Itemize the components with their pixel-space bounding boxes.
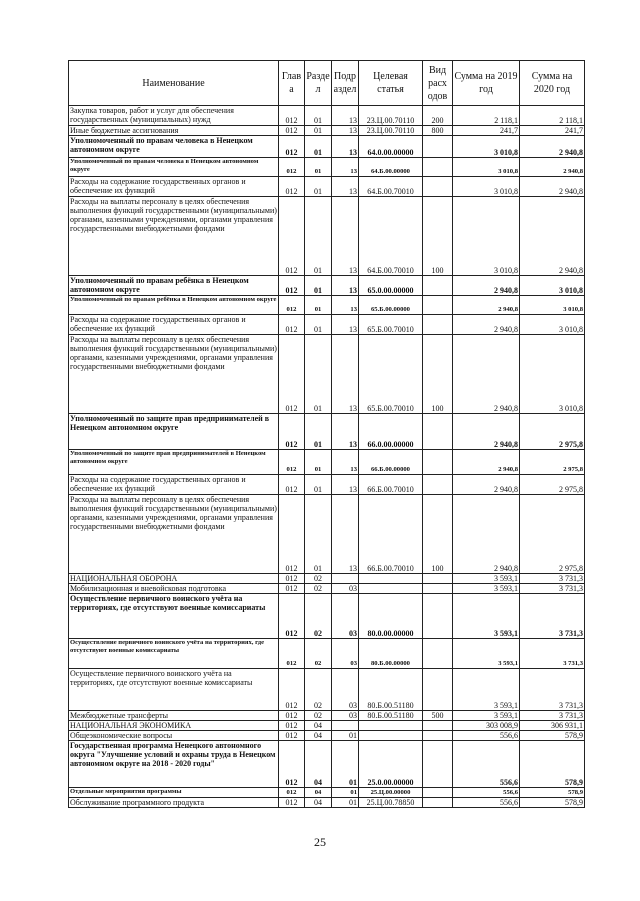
cell-vid — [423, 315, 453, 335]
cell-sum-2019: 2 940,8 — [453, 450, 520, 475]
cell-vid — [423, 584, 453, 594]
cell-glava: 012 — [279, 721, 305, 731]
cell-sum-2020: 3 731,3 — [520, 584, 585, 594]
cell-sum-2019: 3 593,1 — [453, 639, 520, 669]
cell-sum-2020: 2 940,8 — [520, 136, 585, 158]
cell-vid — [423, 574, 453, 584]
cell-article: 80.Б.00.00000 — [359, 639, 423, 669]
cell-podrazdel: 13 — [332, 136, 359, 158]
cell-article: 64.Б.00.70010 — [359, 177, 423, 197]
cell-glava: 012 — [279, 711, 305, 721]
cell-glava: 012 — [279, 574, 305, 584]
cell-article: 64.0.00.00000 — [359, 136, 423, 158]
cell-vid: 100 — [423, 495, 453, 574]
cell-podrazdel: 01 — [332, 741, 359, 788]
table-row — [69, 177, 585, 197]
cell-podrazdel: 13 — [332, 276, 359, 296]
cell-sum-2020: 3 010,8 — [520, 296, 585, 315]
table-row — [69, 126, 585, 136]
cell-glava: 012 — [279, 126, 305, 136]
cell-vid: 800 — [423, 126, 453, 136]
cell-sum-2020: 306 931,1 — [520, 721, 585, 731]
cell-glava: 012 — [279, 594, 305, 639]
cell-sum-2019: 3 593,1 — [453, 584, 520, 594]
cell-name: Иные бюджетные ассигнования — [69, 126, 279, 136]
cell-razdel: 01 — [305, 158, 332, 177]
cell-vid — [423, 475, 453, 495]
table-body — [69, 106, 585, 808]
cell-glava: 012 — [279, 584, 305, 594]
cell-sum-2019: 3 010,8 — [453, 136, 520, 158]
cell-sum-2019: 556,6 — [453, 788, 520, 798]
cell-name: Расходы на выплаты персоналу в целях обеспечения выполнения функций государственными (муниципальными) органами, казенными учреждениями, органами управления государственными внебюджетными фондами — [69, 197, 279, 276]
cell-glava: 012 — [279, 197, 305, 276]
cell-razdel: 04 — [305, 741, 332, 788]
cell-podrazdel: 13 — [332, 197, 359, 276]
table-row — [69, 315, 585, 335]
table-row — [69, 495, 585, 574]
table-row — [69, 158, 585, 177]
table-row — [69, 197, 585, 276]
table-row — [69, 276, 585, 296]
cell-article: 66.Б.00.70010 — [359, 495, 423, 574]
cell-vid — [423, 798, 453, 808]
cell-sum-2020: 2 975,8 — [520, 495, 585, 574]
cell-name: Уполномоченный по правам ребёнка в Ненецком автономном округе — [69, 296, 279, 315]
cell-glava: 012 — [279, 335, 305, 414]
cell-podrazdel: 13 — [332, 158, 359, 177]
cell-article: 80.Б.00.51180 — [359, 711, 423, 721]
cell-sum-2020: 3 010,8 — [520, 276, 585, 296]
cell-name: Отдельные мероприятия программы — [69, 788, 279, 798]
cell-razdel: 01 — [305, 177, 332, 197]
cell-sum-2019: 3 010,8 — [453, 197, 520, 276]
cell-name: Расходы на выплаты персоналу в целях обеспечения выполнения функций государственными (муниципальными) органами, казенными учреждениями, органами управления государственными внебюджетными фондами — [69, 495, 279, 574]
cell-sum-2019: 241,7 — [453, 126, 520, 136]
cell-glava: 012 — [279, 475, 305, 495]
cell-sum-2020: 578,9 — [520, 741, 585, 788]
cell-razdel: 01 — [305, 335, 332, 414]
cell-name: Осуществление первичного воинского учёта на территориях, где отсутствуют военные комиссариаты — [69, 594, 279, 639]
cell-vid — [423, 276, 453, 296]
cell-razdel: 02 — [305, 639, 332, 669]
cell-sum-2019: 3 593,1 — [453, 574, 520, 584]
cell-razdel: 01 — [305, 450, 332, 475]
table-row — [69, 296, 585, 315]
cell-glava: 012 — [279, 315, 305, 335]
cell-vid: 100 — [423, 335, 453, 414]
table-header-row — [69, 61, 585, 106]
cell-glava: 012 — [279, 136, 305, 158]
cell-razdel: 04 — [305, 731, 332, 741]
cell-article: 80.Б.00.51180 — [359, 669, 423, 711]
cell-razdel: 01 — [305, 126, 332, 136]
cell-sum-2019: 556,6 — [453, 741, 520, 788]
cell-sum-2019: 2 940,8 — [453, 335, 520, 414]
cell-razdel: 01 — [305, 296, 332, 315]
cell-article: 64.Б.00.00000 — [359, 158, 423, 177]
header-razdel: Разде л — [305, 61, 332, 106]
table-row — [69, 669, 585, 711]
cell-razdel: 01 — [305, 276, 332, 296]
cell-podrazdel: 03 — [332, 594, 359, 639]
cell-article — [359, 731, 423, 741]
header-podrazdel: Подр аздел — [332, 61, 359, 106]
header-article: Целевая статья — [359, 61, 423, 106]
cell-sum-2020: 3 731,3 — [520, 639, 585, 669]
cell-sum-2020: 3 731,3 — [520, 594, 585, 639]
cell-glava: 012 — [279, 158, 305, 177]
cell-name: Расходы на выплаты персоналу в целях обеспечения выполнения функций государственными (муниципальными) органами, казенными учреждениями, органами управления государственными внебюджетными фондами — [69, 335, 279, 414]
cell-vid — [423, 296, 453, 315]
cell-podrazdel: 13 — [332, 126, 359, 136]
cell-podrazdel — [332, 574, 359, 584]
cell-vid — [423, 136, 453, 158]
cell-vid: 100 — [423, 197, 453, 276]
table-row — [69, 414, 585, 450]
cell-vid — [423, 177, 453, 197]
cell-article: 65.Б.00.00000 — [359, 296, 423, 315]
cell-sum-2019: 2 940,8 — [453, 296, 520, 315]
cell-razdel: 04 — [305, 798, 332, 808]
cell-name: Расходы на содержание государственных органов и обеспечение их функций — [69, 475, 279, 495]
cell-podrazdel: 13 — [332, 296, 359, 315]
cell-name: Уполномоченный по защите прав предпринимателей в Ненецком автономном округе — [69, 414, 279, 450]
cell-sum-2019: 2 118,1 — [453, 106, 520, 126]
cell-vid — [423, 594, 453, 639]
cell-name: НАЦИОНАЛЬНАЯ ОБОРОНА — [69, 574, 279, 584]
cell-sum-2019: 3 010,8 — [453, 158, 520, 177]
header-name: Наименование — [69, 61, 279, 106]
cell-razdel: 01 — [305, 136, 332, 158]
cell-name: Расходы на содержание государственных органов и обеспечение их функций — [69, 177, 279, 197]
cell-name: Обслуживание программного продукта — [69, 798, 279, 808]
cell-podrazdel: 03 — [332, 711, 359, 721]
cell-razdel: 01 — [305, 475, 332, 495]
cell-sum-2020: 578,9 — [520, 731, 585, 741]
cell-razdel: 01 — [305, 495, 332, 574]
cell-podrazdel: 01 — [332, 798, 359, 808]
cell-glava: 012 — [279, 495, 305, 574]
cell-name: Осуществление первичного воинского учёта на территориях, где отсутствуют военные комиссариаты — [69, 639, 279, 669]
cell-razdel: 04 — [305, 788, 332, 798]
table-row — [69, 106, 585, 126]
cell-sum-2020: 3 731,3 — [520, 711, 585, 721]
cell-name: Межбюджетные трансферты — [69, 711, 279, 721]
cell-name: Расходы на содержание государственных органов и обеспечение их функций — [69, 315, 279, 335]
cell-podrazdel: 13 — [332, 414, 359, 450]
cell-podrazdel: 13 — [332, 315, 359, 335]
cell-razdel: 02 — [305, 594, 332, 639]
cell-podrazdel: 13 — [332, 335, 359, 414]
table-row — [69, 475, 585, 495]
cell-sum-2019: 3 593,1 — [453, 711, 520, 721]
header-glava: Глав а — [279, 61, 305, 106]
table-row — [69, 450, 585, 475]
cell-sum-2020: 3 010,8 — [520, 335, 585, 414]
cell-glava: 012 — [279, 741, 305, 788]
cell-sum-2019: 3 593,1 — [453, 669, 520, 711]
cell-article: 25.Ц.00.00000 — [359, 788, 423, 798]
cell-glava: 012 — [279, 177, 305, 197]
cell-sum-2019: 303 008,9 — [453, 721, 520, 731]
table-row — [69, 335, 585, 414]
cell-article: 23.Ц.00.70110 — [359, 106, 423, 126]
cell-sum-2020: 578,9 — [520, 788, 585, 798]
cell-vid — [423, 414, 453, 450]
cell-sum-2019: 2 940,8 — [453, 475, 520, 495]
cell-podrazdel: 01 — [332, 788, 359, 798]
cell-razdel: 01 — [305, 414, 332, 450]
cell-name: Осуществление первичного воинского учёта на территориях, где отсутствуют военные комиссариаты — [69, 669, 279, 711]
cell-vid — [423, 788, 453, 798]
cell-sum-2019: 2 940,8 — [453, 495, 520, 574]
cell-name: Общеэкономические вопросы — [69, 731, 279, 741]
cell-podrazdel: 13 — [332, 475, 359, 495]
table-row — [69, 574, 585, 584]
cell-article: 65.Б.00.70010 — [359, 335, 423, 414]
table-row — [69, 711, 585, 721]
cell-glava: 012 — [279, 798, 305, 808]
cell-sum-2020: 3 010,8 — [520, 315, 585, 335]
table-row — [69, 788, 585, 798]
cell-razdel: 02 — [305, 669, 332, 711]
table-row — [69, 639, 585, 669]
cell-glava: 012 — [279, 414, 305, 450]
cell-name: НАЦИОНАЛЬНАЯ ЭКОНОМИКА — [69, 721, 279, 731]
cell-razdel: 01 — [305, 197, 332, 276]
cell-glava: 012 — [279, 731, 305, 741]
cell-vid: 500 — [423, 711, 453, 721]
cell-razdel: 04 — [305, 721, 332, 731]
cell-glava: 012 — [279, 450, 305, 475]
cell-name: Государственная программа Ненецкого автономного округа "Улучшение условий и охраны труда в Ненецком автономном округе на 2018 - 2020 годы" — [69, 741, 279, 788]
header-vid: Вид расх одов — [423, 61, 453, 106]
cell-sum-2020: 578,9 — [520, 798, 585, 808]
cell-sum-2019: 2 940,8 — [453, 414, 520, 450]
cell-sum-2019: 2 940,8 — [453, 276, 520, 296]
table-row — [69, 798, 585, 808]
cell-vid — [423, 731, 453, 741]
cell-sum-2020: 2 975,8 — [520, 414, 585, 450]
cell-podrazdel: 03 — [332, 639, 359, 669]
cell-glava: 012 — [279, 106, 305, 126]
table-row — [69, 721, 585, 731]
cell-razdel: 01 — [305, 106, 332, 126]
cell-glava: 012 — [279, 276, 305, 296]
cell-article — [359, 574, 423, 584]
cell-sum-2020: 2 940,8 — [520, 177, 585, 197]
cell-name: Мобилизационная и вневойсковая подготовка — [69, 584, 279, 594]
header-sum-2019: Сумма на 2019 год — [453, 61, 520, 106]
cell-article: 65.0.00.00000 — [359, 276, 423, 296]
header-sum-2020: Сумма на 2020 год — [520, 61, 585, 106]
cell-glava: 012 — [279, 296, 305, 315]
cell-sum-2020: 2 975,8 — [520, 450, 585, 475]
cell-name: Уполномоченный по правам человека в Ненецком автономном округе — [69, 136, 279, 158]
cell-razdel: 02 — [305, 584, 332, 594]
page-number: 25 — [314, 835, 326, 849]
cell-sum-2020: 3 731,3 — [520, 669, 585, 711]
cell-article: 66.0.00.00000 — [359, 414, 423, 450]
table-row — [69, 594, 585, 639]
cell-vid — [423, 158, 453, 177]
cell-sum-2020: 2 940,8 — [520, 158, 585, 177]
cell-vid — [423, 450, 453, 475]
cell-razdel: 02 — [305, 574, 332, 584]
cell-sum-2019: 556,6 — [453, 731, 520, 741]
cell-sum-2019: 3 593,1 — [453, 594, 520, 639]
cell-article: 23.Ц.00.70110 — [359, 126, 423, 136]
cell-article: 64.Б.00.70010 — [359, 197, 423, 276]
cell-sum-2020: 2 118,1 — [520, 106, 585, 126]
cell-article — [359, 721, 423, 731]
cell-vid — [423, 669, 453, 711]
cell-article: 66.Б.00.00000 — [359, 450, 423, 475]
cell-podrazdel — [332, 721, 359, 731]
cell-article: 65.Б.00.70010 — [359, 315, 423, 335]
cell-podrazdel: 13 — [332, 177, 359, 197]
cell-article: 25.Ц.00.78850 — [359, 798, 423, 808]
cell-name: Уполномоченный по правам ребёнка в Ненецком автономном округе — [69, 276, 279, 296]
cell-sum-2020: 3 731,3 — [520, 574, 585, 584]
cell-name: Закупка товаров, работ и услуг для обеспечения государственных (муниципальных) нужд — [69, 106, 279, 126]
cell-glava: 012 — [279, 669, 305, 711]
cell-sum-2019: 3 010,8 — [453, 177, 520, 197]
cell-article: 80.0.00.00000 — [359, 594, 423, 639]
cell-article: 66.Б.00.70010 — [359, 475, 423, 495]
cell-podrazdel: 03 — [332, 584, 359, 594]
cell-vid — [423, 639, 453, 669]
cell-article — [359, 584, 423, 594]
cell-article: 25.0.00.00000 — [359, 741, 423, 788]
cell-glava: 012 — [279, 788, 305, 798]
cell-podrazdel: 13 — [332, 106, 359, 126]
budget-table — [68, 60, 585, 808]
cell-vid — [423, 741, 453, 788]
cell-razdel: 02 — [305, 711, 332, 721]
table-row — [69, 731, 585, 741]
cell-podrazdel: 01 — [332, 731, 359, 741]
cell-vid — [423, 721, 453, 731]
table-row — [69, 741, 585, 788]
cell-podrazdel: 13 — [332, 495, 359, 574]
cell-name: Уполномоченный по правам человека в Ненецком автономном округе — [69, 158, 279, 177]
cell-name: Уполномоченный по защите прав предпринимателей в Ненецком автономном округе — [69, 450, 279, 475]
cell-sum-2020: 2 975,8 — [520, 475, 585, 495]
cell-vid: 200 — [423, 106, 453, 126]
cell-sum-2020: 2 940,8 — [520, 197, 585, 276]
table-row — [69, 136, 585, 158]
table-row — [69, 584, 585, 594]
cell-sum-2019: 2 940,8 — [453, 315, 520, 335]
cell-glava: 012 — [279, 639, 305, 669]
cell-sum-2020: 241,7 — [520, 126, 585, 136]
cell-podrazdel: 03 — [332, 669, 359, 711]
cell-razdel: 01 — [305, 315, 332, 335]
cell-sum-2019: 556,6 — [453, 798, 520, 808]
cell-podrazdel: 13 — [332, 450, 359, 475]
